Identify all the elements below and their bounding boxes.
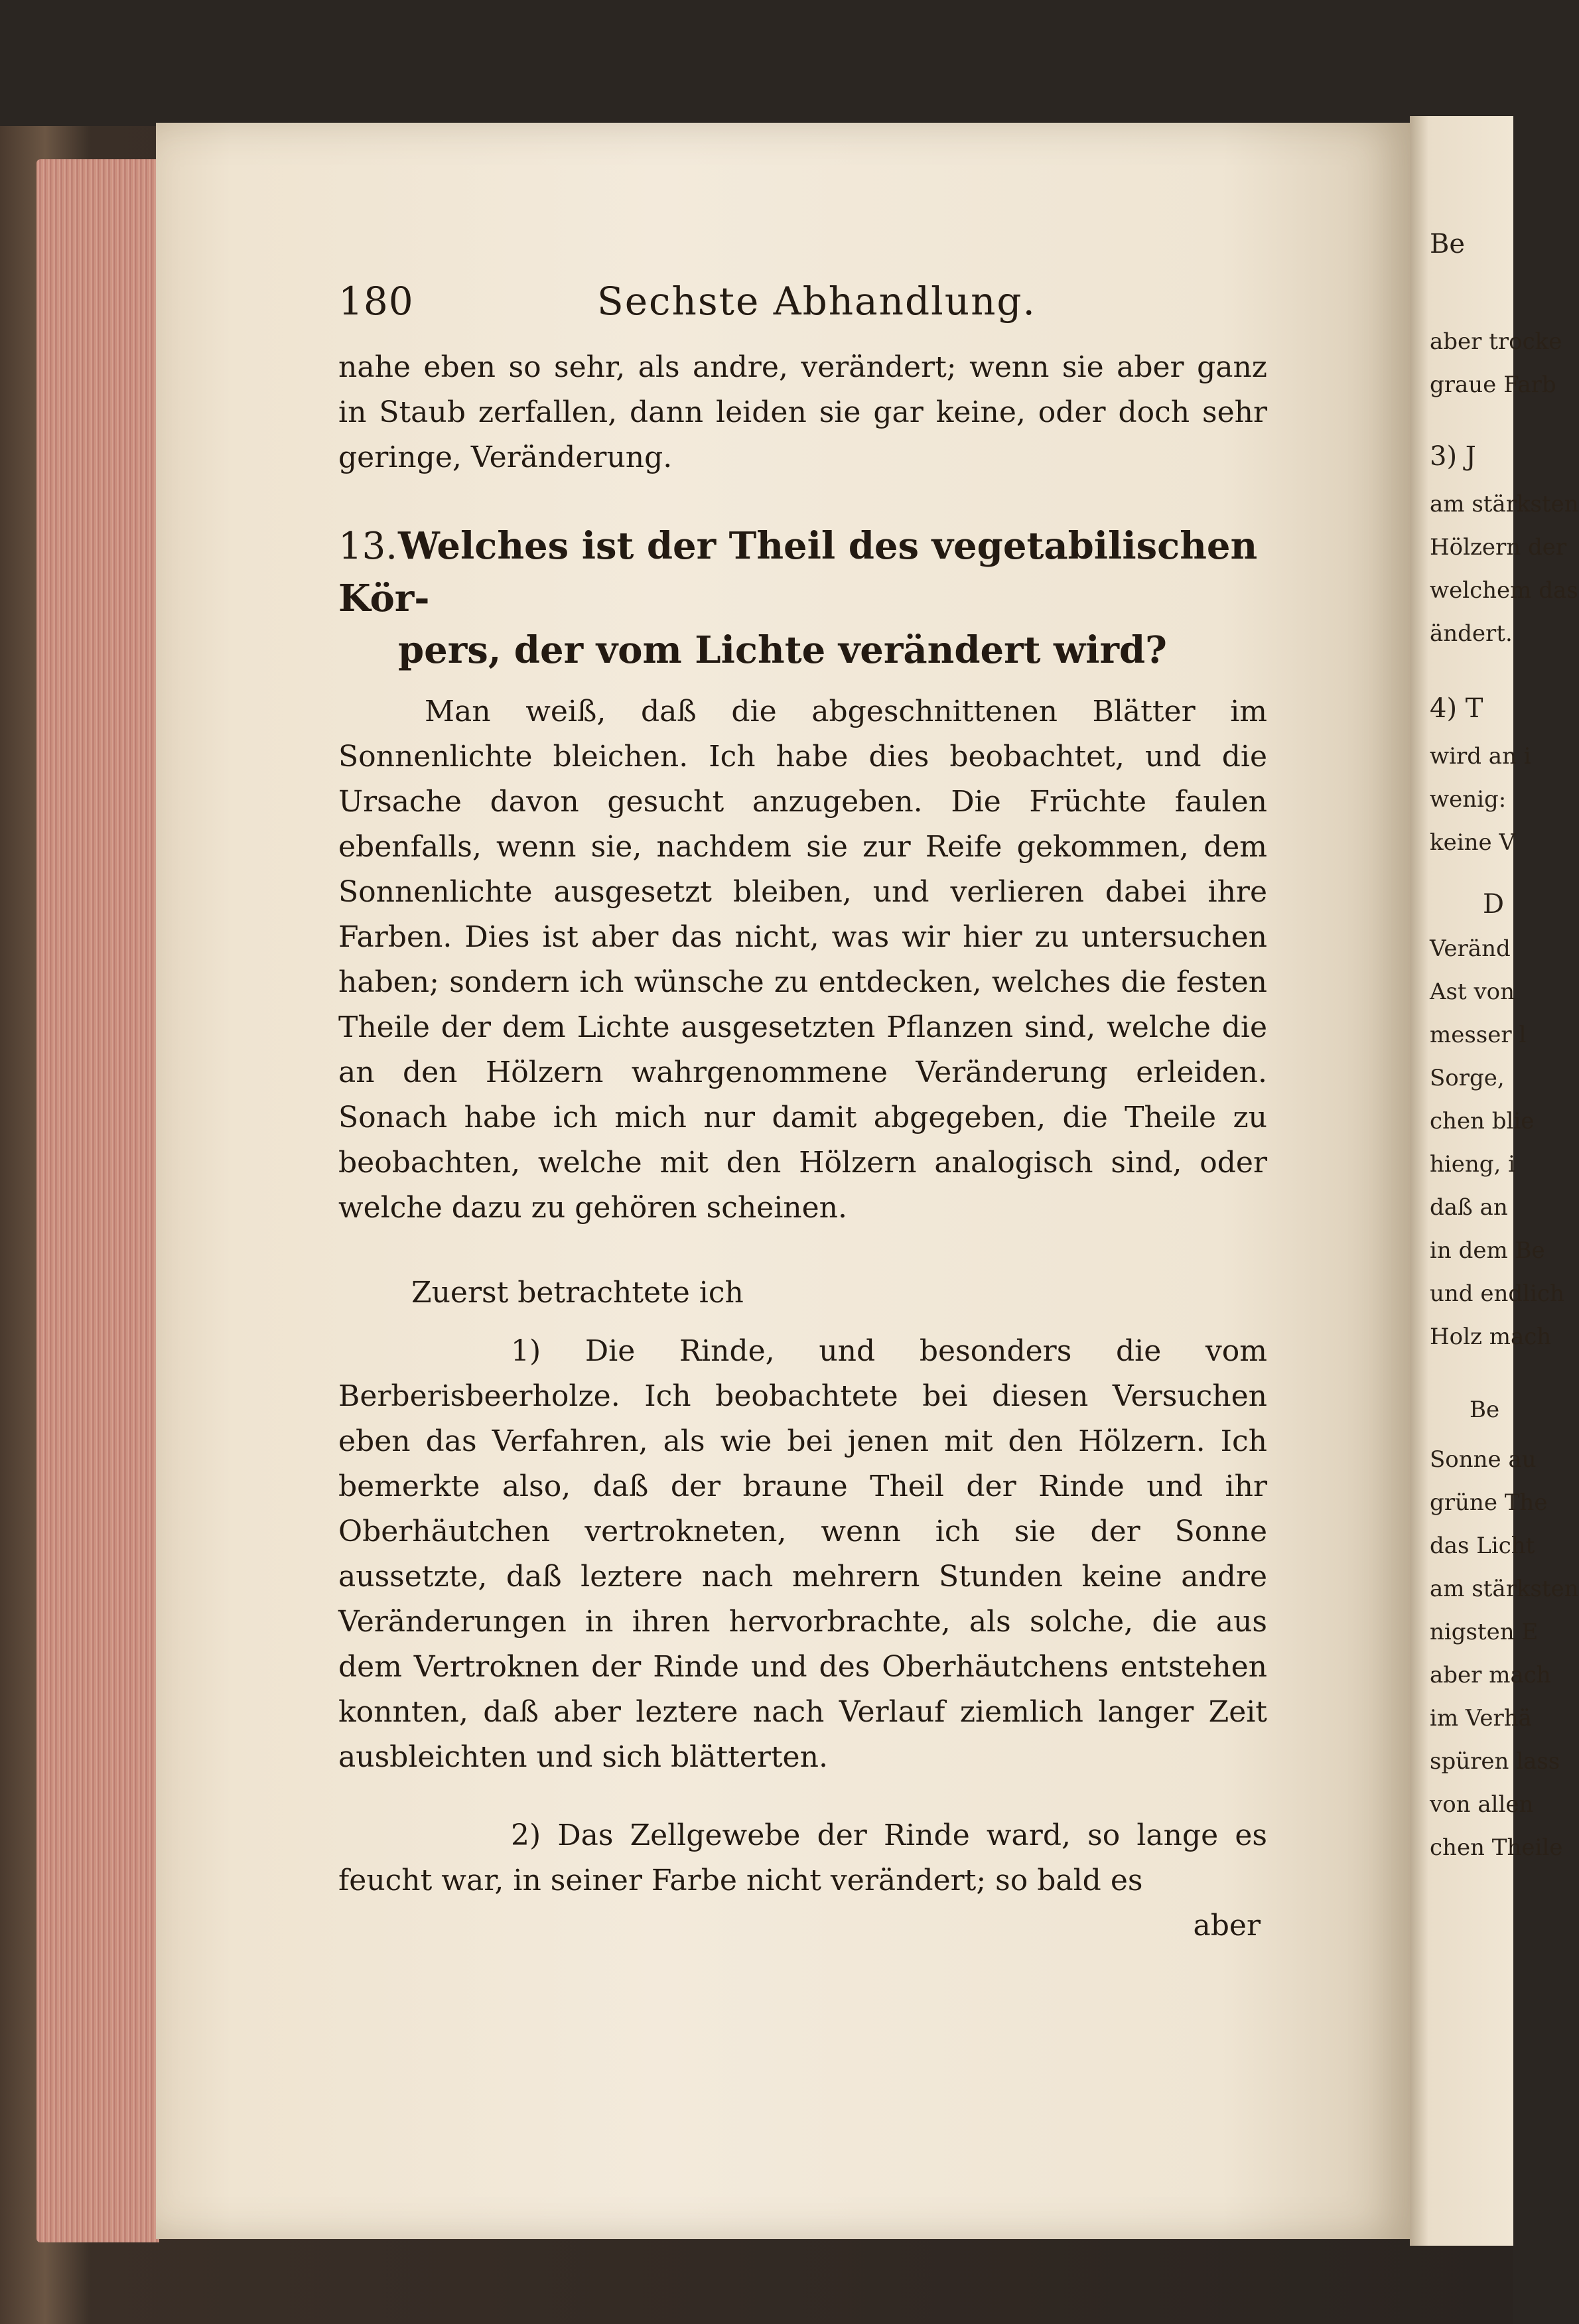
list-item: [338, 1813, 1267, 1903]
facing-fragment: chen Theile: [1430, 1834, 1563, 1861]
section-paragraph: Man weiß, daß die abgeschnittenen Blätter im Sonnenlichte bleichen. Ich habe dies beobachtet, und die Ursache davon gesucht anzugeben. Die Früchte faulen ebenfalls, wenn sie, nachdem sie zur Reife gekommen, dem Sonnenlichte ausgesetzt bleiben, und verlieren dabei ihre Farben. Dies ist aber das nicht, was wir hier zu untersuchen haben; sondern ich wünsche zu entdecken, welches die festen Theile der dem Lichte ausgesetzten Pflanzen sind, welche die an den Hölzern wahrgenommene Veränderung erleiden. Sonach habe ich mich nur damit abgegeben, die Theile zu beobachten, welche mit den Hölzern analogisch sind, oder welche dazu zu gehören scheinen.: [338, 695, 1267, 1225]
facing-fragment: von allen: [1430, 1791, 1534, 1818]
facing-fragment: ändert.: [1430, 620, 1513, 647]
list-item: [338, 1329, 1267, 1780]
facing-fragment: Be: [1430, 229, 1466, 259]
facing-fragment: keine V: [1430, 829, 1515, 856]
facing-fragment: Sorge,: [1430, 1065, 1505, 1091]
section-number: 13.: [338, 525, 398, 568]
facing-fragment: aber trocke: [1430, 328, 1562, 355]
facing-fragment: am stärksten: [1430, 491, 1579, 517]
facing-fragment: Holz mach: [1430, 1324, 1552, 1350]
facing-fragment: D: [1483, 889, 1505, 920]
catchword: aber: [1193, 1909, 1261, 1943]
facing-fragment: spüren lass: [1430, 1748, 1560, 1775]
facing-fragment: 3) J: [1430, 441, 1476, 472]
item-text: Das Zellgewebe der Rinde ward, so lange es feucht war, in seiner Farbe nicht verändert; so bald es: [338, 1818, 1267, 1897]
facing-fragment: Sonne au: [1430, 1446, 1537, 1473]
intro-line: Zuerst betrachtete ich: [411, 1276, 744, 1310]
facing-fragment: in dem Be: [1430, 1237, 1545, 1264]
facing-fragment: messer l: [1430, 1022, 1527, 1048]
facing-page: [1410, 116, 1579, 2246]
facing-fragment: Be: [1470, 1397, 1500, 1423]
facing-fragment: graue Farb: [1430, 372, 1556, 398]
page-number: 180: [338, 279, 414, 324]
section-heading: [338, 520, 1267, 676]
facing-fragment: und endlich: [1430, 1280, 1564, 1307]
facing-fragment: chen blie: [1430, 1108, 1535, 1134]
opening-paragraph: nahe eben so sehr, als andre, verändert; wenn sie aber ganz in Staub zerfallen, dann leiden sie gar keine, oder doch sehr geringe, Veränderung.: [338, 350, 1267, 474]
item-text: Die Rinde, und besonders die vom Berberisbeerholze. Ich beobachtete bei diesen Versuchen eben das Verfahren, als wie bei jenen mit den Hölzern. Ich bemerkte also, daß der braune Theil der Rinde und ihr Oberhäutchen vertrokneten, wenn ich sie der Sonne aussetzte, daß leztere nach mehrern Stunden keine andre Veränderungen in ihren hervorbrachte, als solche, die aus dem Vertroknen der Rinde und des Oberhäutchens entstehen konnten, daß aber leztere nach Verlauf ziemlich langer Zeit ausbleichten und sich blätterten.: [338, 1334, 1267, 1774]
running-head: [338, 265, 1267, 345]
facing-fragment: wenig:: [1430, 786, 1507, 813]
facing-fragment: im Verhä: [1430, 1705, 1532, 1732]
running-title: Sechste Abhandlung.: [597, 279, 1036, 324]
facing-fragment: daß an: [1430, 1194, 1508, 1221]
facing-fragment: Ast von: [1430, 979, 1515, 1005]
facing-fragment: nigsten E: [1430, 1619, 1539, 1645]
facing-fragment: grüne The: [1430, 1489, 1548, 1516]
facing-fragment: aber mach: [1430, 1662, 1551, 1688]
item-number: 2): [511, 1818, 541, 1852]
facing-fragment: wird an i: [1430, 743, 1531, 770]
facing-fragment: hieng, i: [1430, 1151, 1516, 1178]
facing-fragment: Veränd: [1430, 935, 1511, 962]
facing-fragment: 4) T: [1430, 693, 1483, 724]
page-text: [338, 265, 1267, 1948]
section-heading-line1: Welches ist der Theil des vegetabilischen Kör-: [338, 524, 1258, 620]
facing-fragment: das Licht: [1430, 1533, 1535, 1559]
item-number: 1): [511, 1334, 541, 1368]
facing-fragment: welchem das: [1430, 577, 1578, 604]
page-edges: [36, 159, 159, 2242]
section-heading-line2: pers, der vom Lichte verändert wird?: [398, 628, 1167, 672]
facing-fragment: Hölzern der: [1430, 534, 1567, 561]
facing-fragment: am stärksten: [1430, 1576, 1579, 1602]
